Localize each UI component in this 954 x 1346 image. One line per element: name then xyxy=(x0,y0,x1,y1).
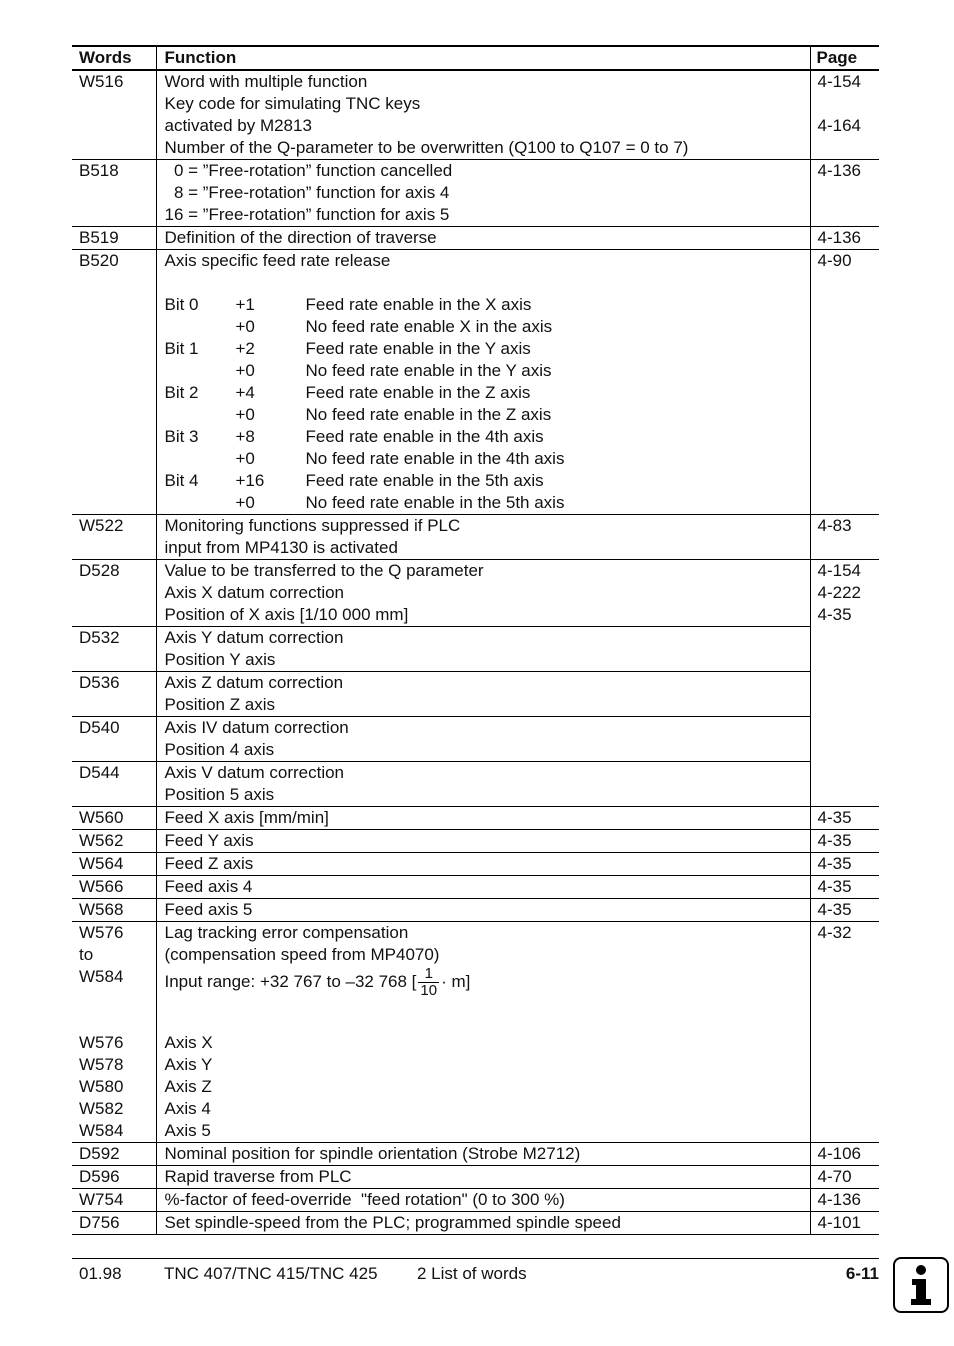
bit-label: Bit 1 xyxy=(164,339,199,358)
function-text: Feed Z axis xyxy=(164,854,254,873)
word-code: W584 xyxy=(79,1121,124,1140)
function-text: activated by M2813 xyxy=(164,116,312,135)
page-cell xyxy=(810,160,879,227)
word-code: D532 xyxy=(79,628,120,647)
word-cell xyxy=(72,627,156,672)
word-code: D536 xyxy=(79,673,120,692)
function-text: Word with multiple function xyxy=(164,72,368,91)
word-code: D544 xyxy=(79,763,120,782)
function-cell xyxy=(156,515,810,560)
bit-value: +0 xyxy=(235,361,255,380)
word-cell xyxy=(72,717,156,762)
word-code: W584 xyxy=(79,967,124,986)
page-cell xyxy=(810,853,879,876)
page-cell xyxy=(810,1143,879,1166)
function-text: Feed X axis [mm/min] xyxy=(164,808,329,827)
page-ref: 4-90 xyxy=(817,251,852,270)
function-text: Monitoring functions suppressed if PLC xyxy=(164,516,461,535)
word-code: D540 xyxy=(79,718,120,737)
table-row xyxy=(72,717,879,762)
page-cell xyxy=(810,830,879,853)
word-code: W562 xyxy=(79,831,124,850)
word-code: W580 xyxy=(79,1077,124,1096)
words-table-frame xyxy=(72,45,879,1235)
word-code: W576 xyxy=(79,923,124,942)
function-text: Position Z axis xyxy=(164,695,276,714)
page-ref: 4-136 xyxy=(817,161,861,180)
function-text: Axis X datum correction xyxy=(164,583,345,602)
bit-row xyxy=(165,338,804,360)
word-code: W578 xyxy=(79,1055,124,1074)
word-code: B519 xyxy=(79,228,119,247)
axis-label: Axis 4 xyxy=(164,1099,211,1118)
table-row xyxy=(72,899,879,922)
function-cell xyxy=(156,876,810,899)
bit-label xyxy=(165,404,236,426)
table-row xyxy=(72,1143,879,1166)
table-row xyxy=(72,876,879,899)
word-code: D528 xyxy=(79,561,120,580)
word-code: W522 xyxy=(79,516,124,535)
spacer xyxy=(79,988,150,1032)
table-row xyxy=(72,160,879,227)
function-cell xyxy=(156,1166,810,1189)
function-text: Number of the Q-parameter to be overwritten (Q100 to Q107 = 0 to 7) xyxy=(164,138,689,157)
function-text: Position 5 axis xyxy=(164,785,275,804)
page-cell xyxy=(810,672,879,717)
page-cell xyxy=(810,899,879,922)
word-cell xyxy=(72,807,156,830)
table-row xyxy=(72,922,879,1143)
function-cell xyxy=(156,560,810,627)
word-cell xyxy=(72,876,156,899)
function-text: Position 4 axis xyxy=(164,740,275,759)
bit-description: Feed rate enable in the Z axis xyxy=(305,383,531,402)
word-cell xyxy=(72,830,156,853)
function-cell xyxy=(156,899,810,922)
function-cell xyxy=(156,717,810,762)
word-code: W754 xyxy=(79,1190,124,1209)
table-row xyxy=(72,853,879,876)
word-cell xyxy=(72,250,156,515)
bit-description: Feed rate enable in the 5th axis xyxy=(305,471,544,490)
function-text: Rapid traverse from PLC xyxy=(164,1167,352,1186)
function-text: Position of X axis [1/10 000 mm] xyxy=(164,605,409,624)
function-text: Axis V datum correction xyxy=(164,763,345,782)
bit-description: No feed rate enable in the 4th axis xyxy=(305,449,565,468)
function-text: Definition of the direction of traverse xyxy=(164,228,437,247)
word-code: D756 xyxy=(79,1213,120,1232)
word-code: W568 xyxy=(79,900,124,919)
page-cell xyxy=(810,1189,879,1212)
word-cell xyxy=(72,922,156,1143)
function-text: 0 = ”Free-rotation” function cancelled xyxy=(164,161,453,180)
function-text: Axis IV datum correction xyxy=(164,718,349,737)
page-cell xyxy=(810,560,879,627)
header-function: Function xyxy=(156,46,810,70)
bit-row xyxy=(165,448,804,470)
input-range-line xyxy=(165,966,804,1010)
page-ref: 4-35 xyxy=(817,900,852,919)
table-row xyxy=(72,830,879,853)
page-ref: 4-154 xyxy=(817,72,861,91)
function-text: Axis Y datum correction xyxy=(164,628,344,647)
fraction-denominator: 10 xyxy=(420,982,438,999)
function-cell xyxy=(156,250,810,515)
page-cell xyxy=(810,250,879,515)
page-ref: 4-164 xyxy=(817,116,861,135)
bit-label xyxy=(165,492,236,514)
bit-value: +2 xyxy=(235,339,255,358)
function-text: Nominal position for spindle orientation (Strobe M2712) xyxy=(164,1144,581,1163)
word-code: W564 xyxy=(79,854,124,873)
word-cell xyxy=(72,1212,156,1235)
function-text: Position Y axis xyxy=(164,650,276,669)
bit-value: +0 xyxy=(235,317,255,336)
word-cell xyxy=(72,560,156,627)
bit-label xyxy=(165,360,236,382)
function-text: Feed axis 4 xyxy=(164,877,253,896)
page-ref: 4-136 xyxy=(817,1190,861,1209)
word-cell xyxy=(72,762,156,807)
page-footer xyxy=(72,1258,879,1287)
page-cell xyxy=(810,876,879,899)
function-text: %-factor of feed-override "feed rotation" (0 to 300 %) xyxy=(164,1190,565,1209)
word-code: W560 xyxy=(79,808,124,827)
page-cell xyxy=(810,1166,879,1189)
page-cell xyxy=(810,1212,879,1235)
function-cell xyxy=(156,1143,810,1166)
word-cell xyxy=(72,1143,156,1166)
function-cell xyxy=(156,922,810,1143)
bit-row xyxy=(165,470,804,492)
axis-label: Axis Y xyxy=(164,1055,213,1074)
table-row xyxy=(72,515,879,560)
page-ref: 4-35 xyxy=(817,808,852,827)
word-cell xyxy=(72,853,156,876)
bit-value: +8 xyxy=(235,427,255,446)
bit-value: +1 xyxy=(235,295,255,314)
bit-label: Bit 0 xyxy=(164,295,199,314)
word-code: W516 xyxy=(79,72,124,91)
word-code: B518 xyxy=(79,161,119,180)
fraction-numerator: 1 xyxy=(418,966,439,983)
function-cell xyxy=(156,807,810,830)
function-cell xyxy=(156,853,810,876)
bit-row xyxy=(165,492,804,514)
function-text: Lag tracking error compensation xyxy=(164,923,409,942)
function-cell xyxy=(156,1212,810,1235)
function-cell xyxy=(156,762,810,807)
word-cell xyxy=(72,899,156,922)
bit-description: No feed rate enable in the Y axis xyxy=(305,361,552,380)
function-cell xyxy=(156,70,810,160)
spacer-line xyxy=(165,272,804,294)
words-table xyxy=(72,45,879,1235)
bit-row xyxy=(165,360,804,382)
footer-date: 01.98 xyxy=(79,1264,122,1283)
page-cell xyxy=(810,515,879,560)
footer-page-number: 6-11 xyxy=(845,1264,879,1283)
bit-label: Bit 2 xyxy=(164,383,199,402)
table-row xyxy=(72,627,879,672)
function-cell xyxy=(156,672,810,717)
bit-value: +0 xyxy=(235,405,255,424)
bit-row xyxy=(165,382,804,404)
page-ref: 4-222 xyxy=(817,583,861,602)
bit-description: No feed rate enable X in the axis xyxy=(305,317,553,336)
word-code: W566 xyxy=(79,877,124,896)
page-cell xyxy=(810,717,879,762)
function-text: 8 = ”Free-rotation” function for axis 4 xyxy=(164,183,450,202)
bit-row xyxy=(165,404,804,426)
axis-label: Axis X xyxy=(164,1033,213,1052)
function-cell xyxy=(156,227,810,250)
input-range-suffix: · m] xyxy=(441,971,471,991)
input-range-prefix: Input range: +32 767 to –32 768 [ xyxy=(164,971,417,991)
function-text: Feed axis 5 xyxy=(164,900,253,919)
function-text: (compensation speed from MP4070) xyxy=(164,945,440,964)
bit-description: No feed rate enable in the 5th axis xyxy=(305,493,565,512)
word-cell xyxy=(72,515,156,560)
word-code: W582 xyxy=(79,1099,124,1118)
bit-value: +4 xyxy=(235,383,255,402)
word-cell xyxy=(72,1166,156,1189)
bit-description: Feed rate enable in the 4th axis xyxy=(305,427,544,446)
fraction xyxy=(418,966,439,999)
function-text: Set spindle-speed from the PLC; programmed spindle speed xyxy=(164,1213,621,1232)
bit-description: Feed rate enable in the Y axis xyxy=(305,339,531,358)
function-text: 16 = ”Free-rotation” function for axis 5 xyxy=(164,205,450,224)
bit-description: No feed rate enable in the Z axis xyxy=(305,405,552,424)
word-code: W576 xyxy=(79,1033,124,1052)
page-ref: 4-35 xyxy=(817,877,852,896)
bit-row xyxy=(165,426,804,448)
function-text: Key code for simulating TNC keys xyxy=(164,94,421,113)
table-row xyxy=(72,227,879,250)
page-ref: 4-70 xyxy=(817,1167,852,1186)
page-ref: 4-154 xyxy=(817,561,861,580)
word-code: to xyxy=(79,945,94,964)
function-text: input from MP4130 is activated xyxy=(164,538,398,557)
info-icon-glyph xyxy=(895,1259,947,1311)
page-ref: 4-35 xyxy=(817,831,852,850)
axis-label: Axis Z xyxy=(164,1077,212,1096)
table-row xyxy=(72,70,879,160)
word-cell xyxy=(72,672,156,717)
table-row xyxy=(72,560,879,627)
page-cell xyxy=(810,227,879,250)
function-cell xyxy=(156,1189,810,1212)
page-ref: 4-136 xyxy=(817,228,861,247)
function-text: Value to be transferred to the Q parameter xyxy=(164,561,484,580)
page-ref: 4-32 xyxy=(817,923,852,942)
word-cell xyxy=(72,70,156,160)
function-text: Axis specific feed rate release xyxy=(164,251,391,270)
header-page: Page xyxy=(810,46,879,70)
page-cell xyxy=(810,807,879,830)
table-row xyxy=(72,807,879,830)
page-ref: 4-35 xyxy=(817,605,852,624)
table-row xyxy=(72,762,879,807)
table-header-row xyxy=(72,46,879,70)
word-cell xyxy=(72,160,156,227)
bit-label xyxy=(165,448,236,470)
footer-section: 2 List of words xyxy=(417,1264,527,1283)
page-ref xyxy=(818,93,874,115)
bit-label: Bit 4 xyxy=(164,471,199,490)
function-cell xyxy=(156,160,810,227)
bit-value: +0 xyxy=(235,493,255,512)
table-row xyxy=(72,250,879,515)
function-text: Feed Y axis xyxy=(164,831,254,850)
header-words: Words xyxy=(72,46,156,70)
bit-value: +16 xyxy=(235,471,265,490)
bit-label: Bit 3 xyxy=(164,427,199,446)
function-cell xyxy=(156,830,810,853)
axis-label: Axis 5 xyxy=(164,1121,211,1140)
page-ref: 4-106 xyxy=(817,1144,861,1163)
bit-label xyxy=(165,316,236,338)
function-cell xyxy=(156,627,810,672)
page-ref: 4-83 xyxy=(817,516,852,535)
word-code: D592 xyxy=(79,1144,120,1163)
table-row xyxy=(72,672,879,717)
page-cell xyxy=(810,70,879,160)
page-ref: 4-101 xyxy=(817,1213,861,1232)
info-icon[interactable] xyxy=(893,1257,949,1313)
word-code: D596 xyxy=(79,1167,120,1186)
table-row xyxy=(72,1212,879,1235)
page-cell xyxy=(810,922,879,1143)
page-cell xyxy=(810,627,879,672)
page-ref: 4-35 xyxy=(817,854,852,873)
table-row xyxy=(72,1189,879,1212)
word-cell xyxy=(72,227,156,250)
spacer xyxy=(165,1010,804,1032)
table-row xyxy=(72,1166,879,1189)
footer-model: TNC 407/TNC 415/TNC 425 xyxy=(164,1264,378,1283)
word-code: B520 xyxy=(79,251,119,270)
bit-row xyxy=(165,294,804,316)
word-cell xyxy=(72,1189,156,1212)
page-cell xyxy=(810,762,879,807)
bit-row xyxy=(165,316,804,338)
function-text: Axis Z datum correction xyxy=(164,673,344,692)
bit-value: +0 xyxy=(235,449,255,468)
bit-description: Feed rate enable in the X axis xyxy=(305,295,532,314)
